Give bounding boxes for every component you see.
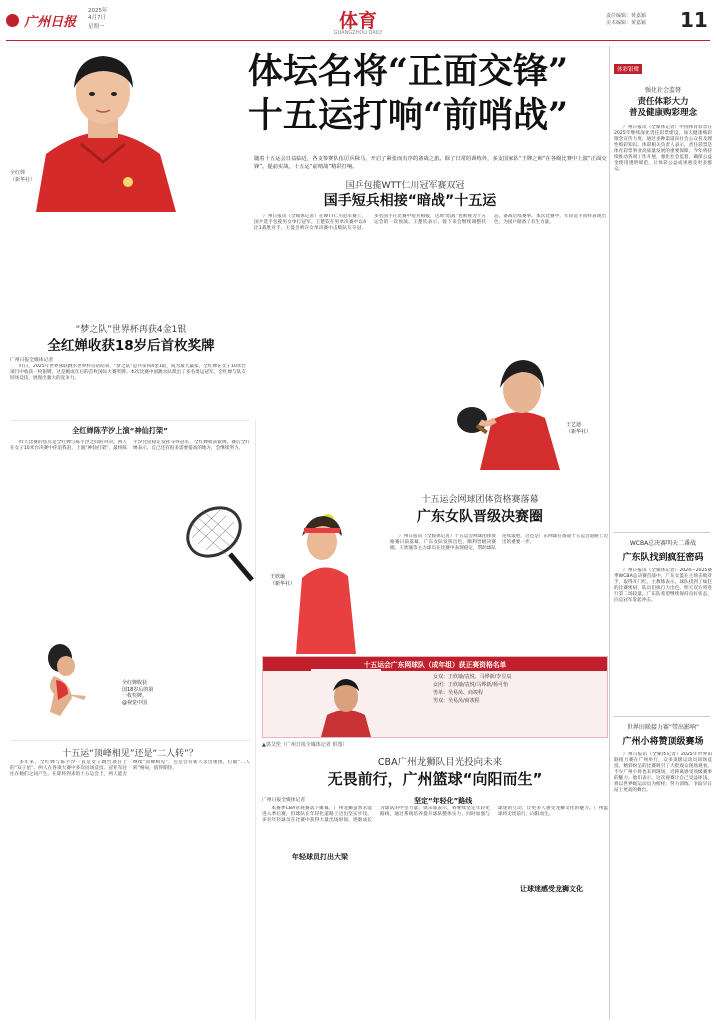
column-divider — [609, 46, 610, 1020]
diver-caption: 全红婵收获 国18岁后的第 一枚奖牌。 @视觉中国 — [122, 680, 154, 706]
wang-yidi-caption: 王艺迪 （新华社） — [566, 422, 592, 435]
cba-subhead: 让球迷感受龙狮文化 — [520, 885, 583, 893]
wtt-body-text: 广州日报讯（全媒体记者）在WTT仁川冠军赛上，国乒选手包揽男女单打冠军。王楚钦在男单决赛中以4比1战胜对手，王曼昱则在女单决赛中击败队友夺冠。多名国手在比赛中短兵相接，这场“暗战”也被视为十五运会的一次预演。王楚钦表示，接下来会继续调整状态，备战后续赛事。本次比赛中，年轻选手同样表现出色，为国乒储备了有生力量。 — [254, 214, 606, 231]
masthead — [0, 0, 716, 40]
roster-line: 男单：吴易昺、商竣程 — [433, 690, 484, 696]
roster-title: 十五运会广东网球队（成年组）获正赛资格名单 — [263, 657, 607, 671]
issue-date: 2025年 4月7日 — [88, 8, 108, 21]
roster-line: 男双：吴易昺/商竣程 — [433, 698, 480, 704]
top-match-body-text: 多年来，全红婵与陈芋汐一直是女子跳台项目上的“双子星”。两人在各项大赛中多次同场竞技，冠亚军往往在她们之间产生。在即将到来的十五运会上，两人能否继续“顶峰相见”，还是会有新人杀出重围，打破“二人转”格局，值得期待。 — [10, 760, 250, 777]
chen-body-text: 昨天比赛的焦点是全红婵与陈芋汐之间的对决。两人在女子10米台决赛中你追我赶，上演“神仙打架”，最终陈芋汐凭借稳定发挥夺得冠军，全红婵收获银牌。赛后全红婵表示，自己还有很多需要提高的地方，会继续努力。 — [10, 440, 250, 451]
cba-body-text: 本赛季CBA常规赛落下帷幕，广州龙狮虽然未能进入季后赛，但球队在年轻化道路上迈出坚实步伐。多名年轻球员在比赛中获得大量出场时间，逐渐成长为球队的中坚力量。俱乐部表示，将继续坚定年轻化路线，通过系统培养提升球队整体实力，同时加强与球迷的互动，让更多人感受龙狮文化的魅力。广州篮球将无畏前行，向阳而生。 — [262, 806, 608, 823]
editor-credit-line: 美术编辑：黄嘉颖 — [606, 20, 647, 26]
lottery-body-text: 广州日报讯（全媒体记者）中国体育彩票在2025年继续深化责任彩票建设，加大健康购彩理念宣传力度，通过多种渠道向社会公众普及理性购彩知识。体彩相关负责人表示，责任彩票是体育彩票事业高质量发展的重要保障，今年将持续推动各项工作开展，强化社会监督，确保公益金使用透明规范，让体彩公益成果惠及更多群众。 — [614, 125, 712, 172]
wcba-body-text: 广州日报讯（全媒体记者）2024—2025赛季WCBA总决赛首战中，广东女篮在主场击败对手，取得开门红。主教练表示，球队找到了疯狂的比赛密码，队员们执行力出色。明天双方将进行第二场较量，广东队希望继续保持良好状态，向总冠军发起冲击。 — [614, 568, 712, 603]
school-story — [614, 722, 712, 1024]
wcba-body — [614, 568, 712, 718]
section-divider — [10, 740, 250, 741]
roster-line: 女团：王欣瑜/袁悦/马烨新/杨可怡 — [433, 682, 509, 688]
wtt-kicker: 国乒包揽WTT仁川冠军赛双冠 — [345, 181, 465, 191]
wcba-story — [614, 538, 712, 718]
quan-byline: 广州日报全媒体记者 — [10, 358, 54, 363]
page-number: 11 — [680, 8, 708, 32]
top-match-kicker: 十五运“顶峰相见”还是“二人转”？ — [62, 749, 198, 759]
school-kicker: 世界田联接力赛“带出影响” — [626, 724, 700, 731]
editor-credit-line: 责任编辑：黄嘉颖 — [606, 13, 647, 19]
main-headline-line1: 体坛名将“正面交锋” — [247, 51, 569, 92]
diver-photo — [10, 624, 114, 728]
section-divider — [10, 420, 250, 421]
school-headline: 广州小将赞顶级赛场 — [622, 737, 704, 747]
tennis-kicker: 十五运会网球团体资格赛落幕 — [421, 495, 539, 505]
cba-subhead: 年轻球员打出大梁 — [292, 853, 348, 861]
section-divider — [614, 532, 710, 533]
guo-ailun-caption: ▲郭艾伦（广州日报全媒体记者 供图） — [262, 742, 348, 748]
section-subtitle: GUANGZHOU DAILY — [333, 30, 383, 36]
quan-kicker: “梦之队”世界杯再获4金1银 — [75, 325, 187, 335]
lottery-tag-label: 体彩银鹭 — [617, 67, 640, 73]
guo-ailun-photo — [311, 669, 381, 737]
tennis-body-text: 广州日报讯（全媒体记者）十五运会网球团体资格赛日前落幕，广东女队发挥出色，顺利晋级决赛圈。王欣瑜等主力球员在比赛中表现稳定，帮助球队连续取胜，这也是广东网球在备战十五运会道路上迈出的重要一步。 — [390, 534, 608, 551]
issue-weekday: 星期一 — [88, 24, 105, 30]
lottery-headline: 责任体彩大力 普及健康购彩理念 — [628, 97, 697, 118]
tennis-racket-photo — [168, 498, 258, 588]
cba-body — [262, 806, 608, 1016]
section-title: 体育 — [338, 10, 377, 32]
tennis-body — [390, 534, 608, 642]
wang-yidi-photo — [440, 310, 606, 470]
school-body — [614, 752, 712, 1024]
quan-body-text: 昨日，2025年世界泳联跳水世界杯首站结束，“梦之队”总共拿到4金1银，成为最大赢家。全红婵在女子10米台项目中收获一枚银牌，这是她成年后的首枚国际大赛奖牌。本次比赛中国跳水队派出了多名奥运冠军，全红婵与队友同场竞技，展现出强大的竞争力。 — [10, 364, 246, 381]
cba-headline: 无畏前行，广州篮球“向阳而生” — [327, 770, 543, 788]
roster-box — [262, 656, 608, 738]
section-divider — [614, 716, 710, 717]
wang-xinyu-caption: 王欣瑜 （新华社） — [270, 574, 296, 587]
roster-line: 女双：王欣瑜/袁悦、马烨新/李昱辰 — [433, 674, 512, 680]
logo-emblem-icon — [6, 14, 19, 27]
quan-headline: 全红婵收获18岁后首枚奖牌 — [47, 338, 215, 354]
quan-hongchan-photo — [6, 44, 200, 212]
school-body-text: 广州日报讯（全媒体记者）2025年世界田联接力赛在广州举行，众多顶级运动员同场竞技，精彩纷呈的比赛吸引了大批观众现场观看。不少广州小将也来到现场，近距离感受顶级赛事的魅力。他们表示，这次观赛让自己受益匪浅，将以世界级运动员为榜样，努力训练，争取早日站上更高的舞台。 — [614, 752, 712, 793]
tennis-headline: 广东女队晋级决赛圈 — [417, 509, 543, 525]
wcba-headline: 广东队找到疯狂密码 — [622, 553, 704, 563]
main-dek: 随着十五运会日益临近，各支参赛队伍厉兵秣马，开启了紧张而有序的备战之旅。除了日常的训练外，多支国家队“王牌之师”在各级比赛中上演“正面交锋”。提前实战，十五运“前哨战”精彩打响。 — [254, 156, 607, 170]
logo-text: 广州日报 — [24, 15, 77, 30]
column-divider — [255, 420, 256, 1020]
lottery-kicker: 强化社会监督 — [644, 87, 681, 94]
lottery-story — [614, 56, 712, 405]
cba-kicker: CBA广州龙狮队目光投向未来 — [377, 757, 503, 768]
main-headline-line2: 十五运打响“前哨战” — [247, 95, 569, 136]
wcba-kicker: WCBA总决赛明天二番战 — [629, 540, 697, 547]
quan-photo-caption: 全红婵 （新华社） — [10, 170, 36, 183]
top-match-body — [10, 760, 250, 1016]
editor-credit — [606, 13, 646, 27]
cba-subhead: 坚定“年轻化”路线 — [414, 797, 473, 805]
cba-byline: 广州日报全媒体记者 — [262, 798, 306, 803]
wang-xinyu-photo — [262, 478, 384, 654]
newspaper-logo — [6, 10, 84, 30]
lottery-tag — [614, 64, 642, 74]
quan-body — [10, 364, 246, 414]
main-headline — [214, 50, 602, 138]
wtt-headline: 国手短兵相接“暗战”十五运 — [323, 193, 497, 209]
masthead-rule — [6, 40, 710, 41]
chen-kicker: 全红婵陈芋汐上演“神仙打架” — [72, 426, 168, 435]
lottery-body — [614, 125, 712, 405]
